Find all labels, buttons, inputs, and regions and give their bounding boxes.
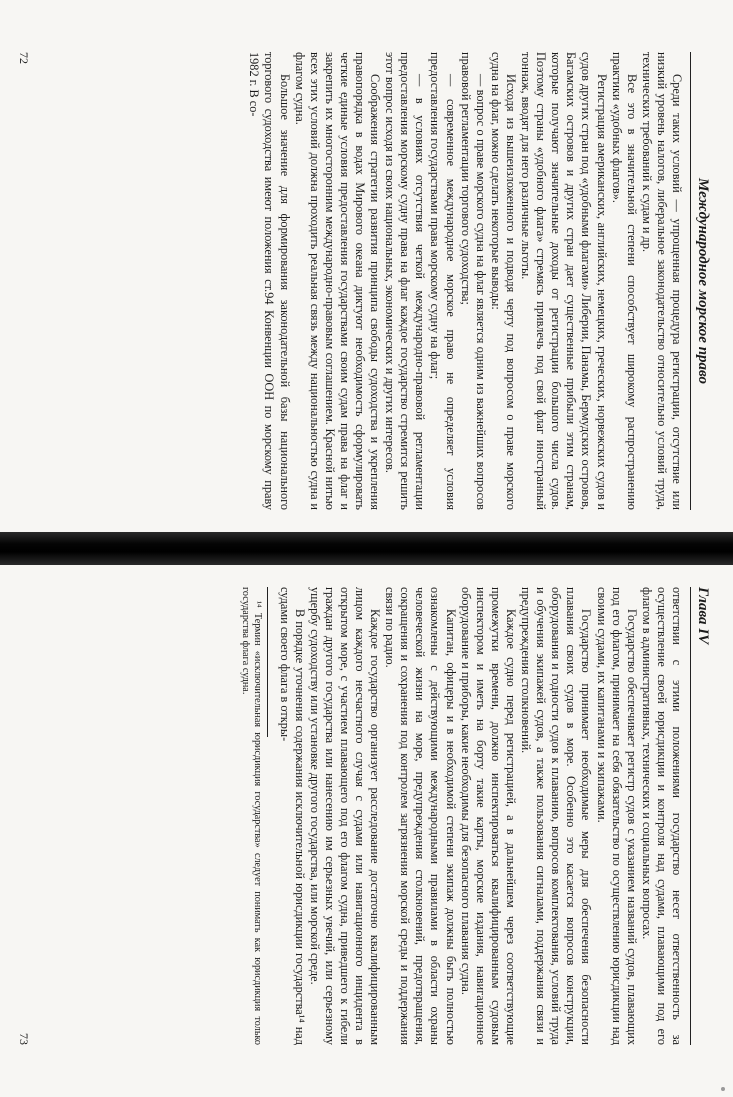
paragraph: Капитан, офицеры и в необходимой степени экипаж должны быть полностью ознакомлены с действующими международными правилами в области охраны человеческой жизни на море, предупреждения столкновений, предотвращения, сокращения и сохранения под контролем загрязнения морской среды и поддержания связи по радио. xyxy=(383,587,458,1045)
running-head-left: Международное морское право xyxy=(690,52,711,510)
paragraph: Каждое судно перед регистрацией, а в дальнейшем через соответствующие промежутки времени, должно инспектироваться квалифицированным судовым инспектором и иметь на борту такие карты, морские издания, навигационное оборудование и приборы, какие необходимы для безопасного плавания судна. xyxy=(458,587,518,1045)
right-page xyxy=(0,565,733,1097)
paragraph: ответствии с этими положениями государство несет ответственность за осуществление своей юрисдикции и контроля над судами, плавающими под его флагом в административных, технических и социальных вопросах. xyxy=(639,587,684,1045)
paragraph: — вопрос о праве морского судна на флаг является одним из важнейших вопросов правовой регламентации торгового судоходства; xyxy=(458,52,488,510)
paragraph: Исходя из вышеизложенного и подводя черту под вопросом о праве морского судна на флаг, можно сделать некоторые выводы: xyxy=(488,52,518,510)
paragraph: Государство обеспечивает регистр судов с указанием названий судов, плавающих под его флагом, принимает на себя обязательство по осуществлению юрисдикции над своими судами, их капитанами и экипажами. xyxy=(594,587,639,1045)
book-gutter xyxy=(0,532,733,565)
paragraph: — современное международное морское право не определяет условия предоставления государствами права морскому судну на флаг; xyxy=(428,52,458,510)
paragraph: Большое значение для формирования законодательной базы национального торгового судоходства имеют положения ст.94 Конвенции ООН по морскому праву 1982 г. В со- xyxy=(247,52,292,510)
scan-dot xyxy=(721,1087,725,1091)
footnote-text: ¹⁴ Термин «исключительная юрисдикция государства» следует понимать как юрисдикция только государства флага судна. xyxy=(239,587,264,1045)
paragraph: Каждое государство организует расследование достаточно квалифицированным лицом каждого несчастного случая с судами или навигационного инцидента в открытом море, с участием плавающего под его флагом судна, приведшего к гибели граждан другого государства или нанесению им серьезных увечий, или серьезному ущербу судоходству или установке другого государства, или морской среде. xyxy=(307,587,383,1045)
running-head-right: Глава IV xyxy=(690,587,711,1045)
left-page xyxy=(0,0,733,532)
page-number-right: 73 xyxy=(17,1033,31,1045)
left-page-text xyxy=(246,52,684,510)
paragraph: Регистрация американских, английских, немецких, греческих, норвежских судов и судов других стран под «удобными флагами» Либерии, Панамы, Бермудских островов, Багамских островов и других стран дает существенные прибыли этим странам, которые получают значительные доходы от регистрации большого числа судов. Поэтому страны «удобного флага» стремясь привлечь под свой флаг иностранный тоннаж, вводят для него различные льготы. xyxy=(519,52,609,510)
footnote-rule xyxy=(267,587,268,737)
paragraph: Соображения стратегии развития принципа свободы судоходства и укрепления правопорядка в водах Мирового океана диктуют необходимость сформулировать четкие единые условия предоставления государствами своим судам права на флаг и закрепить их многосторонним международно-правовым соглашением. Красной нитью всех этих условий должна проходить реальная связь между национальностью судна и флагом судна. xyxy=(292,52,383,510)
paragraph: Среди таких условий — упрощенная процедура регистрации, отсутствие или низкий уровень налогов, либеральное законодательство относительно условий труда, технических требований к судам и др. xyxy=(639,52,684,510)
right-page-text xyxy=(276,587,684,1045)
paragraph: В порядке уточнения содержания исключительной юрисдикции государства¹⁴ над судами своего флага в откры- xyxy=(277,587,307,1045)
paragraph: Все это в значительной степени способствует широкому распространению практики «удобных флагов». xyxy=(609,52,639,510)
paragraph: — в условиях отсутствия четкой международно-правовой регламентации предоставления морскому судну права на флаг каждое государство стремится решить этот вопрос исходя из своих национальных, экономических и других интересов. xyxy=(383,52,428,510)
footnote xyxy=(238,587,263,1045)
paragraph: Государство принимает необходимые меры для обеспечения безопасности плавания своих судов в море. Особенно это касается вопросов конструкции, оборудования и годности судов к плаванию, вопросов комплектования, условий труда и обучения экипажей судов, а также пользования сигналами, поддержания связи и предупреждения столкновений. xyxy=(519,587,594,1045)
page-number-left: 72 xyxy=(17,52,31,64)
